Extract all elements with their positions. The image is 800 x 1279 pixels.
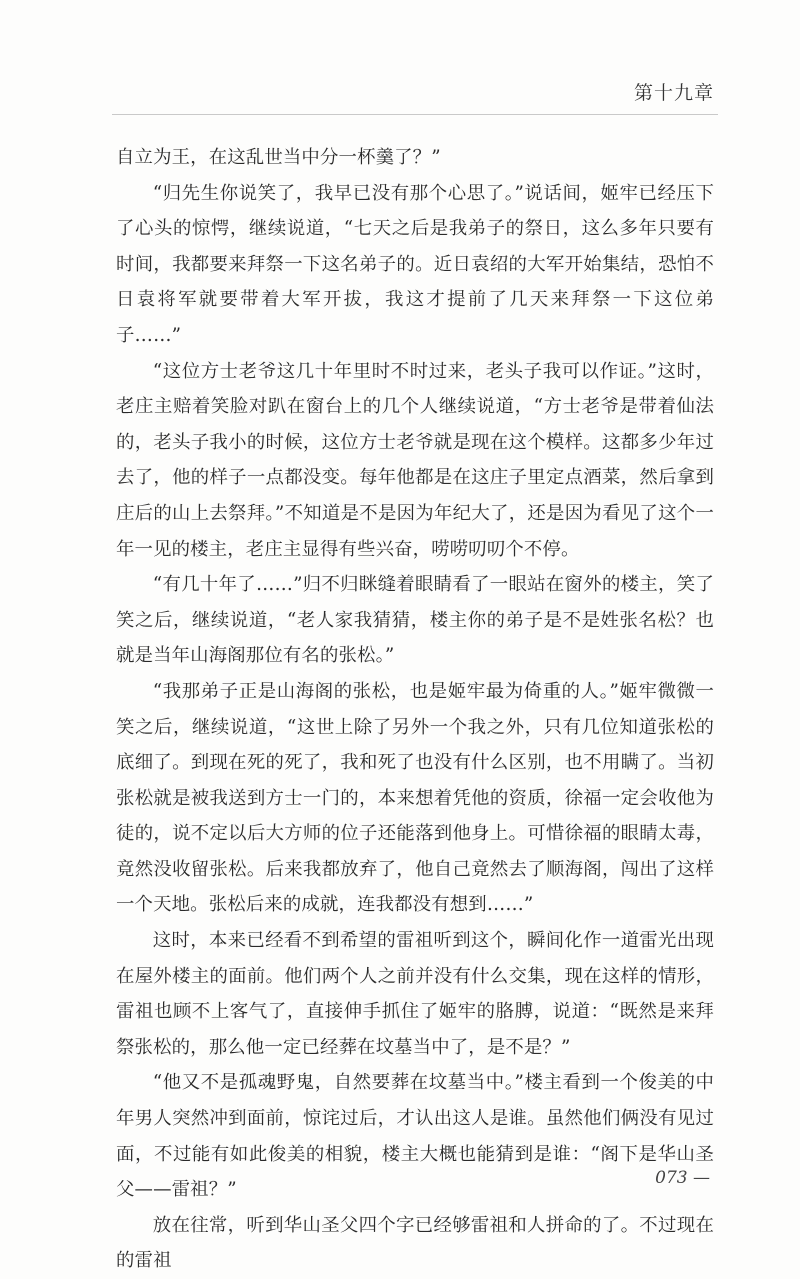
paragraph: “他又不是孤魂野鬼，自然要葬在坟墓当中。”楼主看到一个俊美的中年男人突然冲到面前，惊诧过后，才认出这人是谁。虽然他们俩没有见过面，不过能有如此俊美的相貌，楼主大概也能猜到是谁：“阁下是华山圣父——雷祖？” [116, 1072, 714, 1201]
paragraph: 放在往常，听到华山圣父四个字已经够雷祖和人拼命的了。不过现在的雷祖 [116, 1214, 714, 1272]
page-number: 073 — [655, 1168, 710, 1188]
paragraph: 这时，本来已经看不到希望的雷祖听到这个，瞬间化作一道雷光出现在屋外楼主的面前。他们两个人之前并没有什么交集，现在这样的情形，雷祖也顾不上客气了，直接伸手抓住了姬牢的胳膊，说道：“既然是来拜祭张松的，那么他一定已经葬在坟墓当中了，是不是？” [116, 930, 714, 1058]
paragraph: 自立为王，在这乱世当中分一杯羹了？” [116, 147, 441, 168]
chapter-header: 第十九章 [633, 82, 714, 104]
body-text [116, 140, 714, 1279]
paragraph: “我那弟子正是山海阁的张松，也是姬牢最为倚重的人。”姬牢微微一笑之后，继续说道，“这世上除了另外一个我之外，只有几位知道张松的底细了。到现在死的死了，我和死了也没有什么区别，也不用瞒了。当初张松就是被我送到方士一门的，本来想着凭他的资质，徐福一定会收他为徒的，说不定以后大方师的位子还能落到他身上。可惜徐福的眼睛太毒，竟然没收留张松。后来我都放弃了，他自己竟然去了顺海阁，闯出了这样一个天地。张松后来的成就，连我都没有想到……” [116, 680, 714, 916]
paragraph: “有几十年了……”归不归眯缝着眼睛看了一眼站在窗外的楼主，笑了笑之后，继续说道，“老人家我猜猜，楼主你的弟子是不是姓张名松？也就是当年山海阁那位有名的张松。” [116, 574, 714, 667]
paragraph: “归先生你说笑了，我早已没有那个心思了。”说话间，姬牢已经压下了心头的惊愕，继续说道，“七天之后是我弟子的祭日，这么多年只要有时间，我都要来拜祭一下这名弟子的。近日袁绍的大军开始集结，恐怕不日袁将军就要带着大军开拔，我这才提前了几天来拜祭一下这位弟子……” [116, 182, 714, 346]
paragraph: “这位方士老爷这几十年里时不时过来，老头子我可以作证。”这时，老庄主赔着笑脸对趴在窗台上的几个人继续说道，“方士老爷是带着仙法的，老头子我小的时候，这位方士老爷就是现在这个模样。这都多少年过去了，他的样子一点都没变。每年他都是在这庄子里定点酒菜，然后拿到庄后的山上去祭拜。”不知道是不是因为年纪大了，还是因为看见了这个一年一见的楼主，老庄主显得有些兴奋，唠唠叨叨个不停。 [116, 360, 714, 560]
header-rule [112, 114, 718, 115]
